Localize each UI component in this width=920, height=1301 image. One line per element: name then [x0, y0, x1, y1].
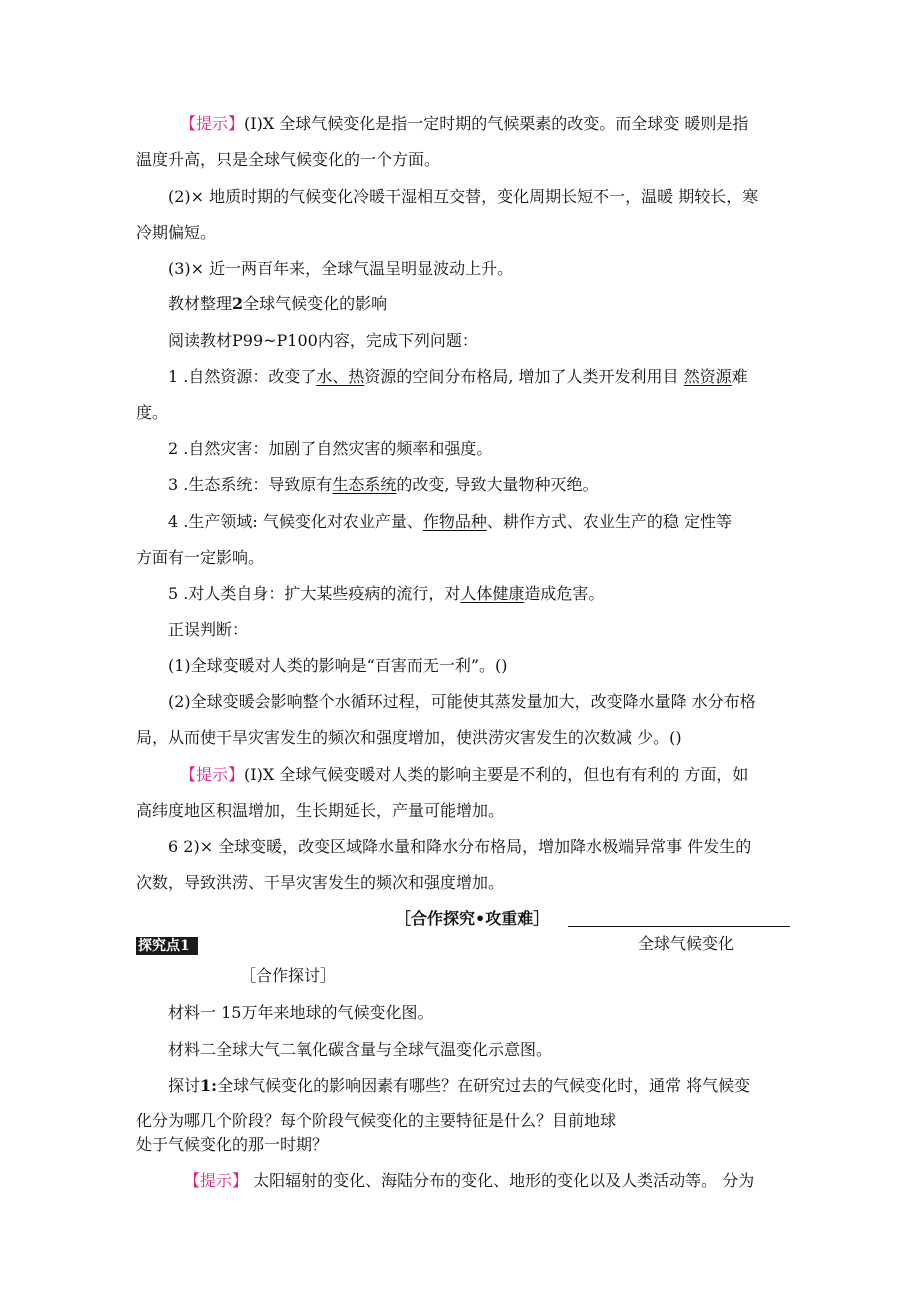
judgement-item-1: (1)全球变暖对人类的影响是“百害而无一利”。() — [168, 656, 508, 675]
paragraph-line: 冷期偏短。 — [136, 223, 217, 242]
paragraph-line: 化分为哪几个阶段？每个阶段气候变化的主要特征是什么？目前地球 — [136, 1111, 617, 1130]
section-heading-2 — [168, 294, 387, 314]
item-5 — [168, 584, 604, 604]
answer-blank: 生态系统 — [332, 475, 397, 494]
paragraph-line: 高纬度地区积温增加，生长期延长，产量可能增加。 — [136, 801, 505, 820]
item-text: 1 .自然资源：改变了 — [168, 367, 317, 386]
paragraph-line: 6 2)× 全球变暖，改变区域降水量和降水分布格局，增加降水极端异常事 件发生的 — [168, 837, 752, 856]
item-2: 2 .自然灾害：加剧了自然灾害的频率和强度。 — [168, 439, 493, 458]
item-text: 、耕作方式、农业生产的稳 定性等 — [486, 512, 732, 531]
item-text: 造成危害。 — [524, 584, 605, 603]
hint-label: 【提示】 — [180, 765, 245, 784]
discussion-text: 全球气候变化的影响因素有哪些？在研究过去的气候变化时，通常 将气候变 — [217, 1076, 751, 1095]
hint-line-1 — [180, 114, 748, 134]
answer-blank: 然资源 — [683, 367, 732, 386]
item-text: 的改变, 导致大量物种灭绝。 — [396, 475, 599, 494]
topic-title: 全球气候变化 — [638, 934, 735, 953]
answer-blank: 作物品种 — [422, 512, 487, 531]
section-rule — [568, 926, 790, 927]
paragraph-line: 度。 — [136, 403, 169, 422]
discussion-1 — [168, 1076, 750, 1096]
judgement-heading: 正误判断： — [168, 620, 249, 639]
item-text: 4 .生产领域: 气候变化对农业产量、 — [168, 512, 423, 531]
hint-line-2 — [180, 765, 748, 785]
item-1 — [168, 367, 748, 387]
inquiry-tag: 探究点1 — [136, 937, 198, 955]
paragraph-line: (3)× 近一两百年来，全球气温呈明显波动上升。 — [168, 259, 514, 278]
instruction-line: 阅读教材P99~P100内容，完成下列问题： — [168, 331, 478, 350]
item-text: 5 .对人类自身：扩大某些疫病的流行，对 — [168, 584, 461, 603]
discussion-number: 1: — [200, 1076, 218, 1095]
material-2: 材料二全球大气二氧化碳含量与全球气温变化示意图。 — [168, 1040, 553, 1059]
answer-blank: 水、热 — [316, 367, 365, 386]
heading-number: 2 — [232, 294, 244, 313]
item-text: 难 — [731, 367, 748, 386]
paragraph-line: 次数，导致洪涝、干旱灾害发生的频次和强度增加。 — [136, 873, 505, 892]
item-3 — [168, 475, 599, 495]
answer-blank: 人体健康 — [460, 584, 525, 603]
judgement-item-2: (2)全球变暖会影响整个水循环过程，可能使其蒸发量加大，改变降水量降 水分布格 — [168, 692, 756, 711]
paragraph-line: 方面有一定影响。 — [136, 548, 265, 567]
item-text: 3 .生态系统：导致原有 — [168, 475, 333, 494]
section-title: ［合作探究•攻重难］ — [395, 909, 550, 928]
item-4 — [168, 512, 732, 532]
sub-heading: ［合作探讨］ — [240, 966, 337, 985]
heading-text: 全球气候变化的影响 — [243, 294, 388, 313]
paragraph-line: 温度升高，只是全球气候变化的一个方面。 — [136, 150, 441, 169]
paragraph-line: 处于气候变化的那一时期？ — [136, 1135, 329, 1154]
paragraph-text: 太阳辐射的变化、海陆分布的变化、地形的变化以及人类活动等。 分为 — [248, 1171, 755, 1190]
paragraph-text: (I)X 全球气候变化是指一定时期的气候栗素的改变。而全球变 暖则是指 — [244, 114, 749, 133]
item-text: 资源的空间分布格局, 增加了人类开发利用目 — [364, 367, 684, 386]
paragraph-text: (I)X 全球气候变暖对人类的影响主要是不利的，但也有有利的 方面，如 — [244, 765, 749, 784]
paragraph-line: 局，从而使干旱灾害发生的频次和强度增加，使洪涝灾害发生的次数减 少。() — [136, 728, 682, 747]
discussion-prefix: 探讨 — [168, 1076, 201, 1095]
hint-line-3 — [184, 1171, 754, 1191]
paragraph-line: (2)× 地质时期的气候变化冷暖干湿相互交替，变化周期长短不一，温暖 期较长，寒 — [168, 187, 759, 206]
hint-label: 【提示】 — [180, 114, 245, 133]
material-1: 材料一 15万年来地球的气候变化图。 — [168, 1003, 434, 1022]
hint-label: 【提示】 — [184, 1171, 249, 1190]
heading-prefix: 教材整理 — [168, 294, 233, 313]
